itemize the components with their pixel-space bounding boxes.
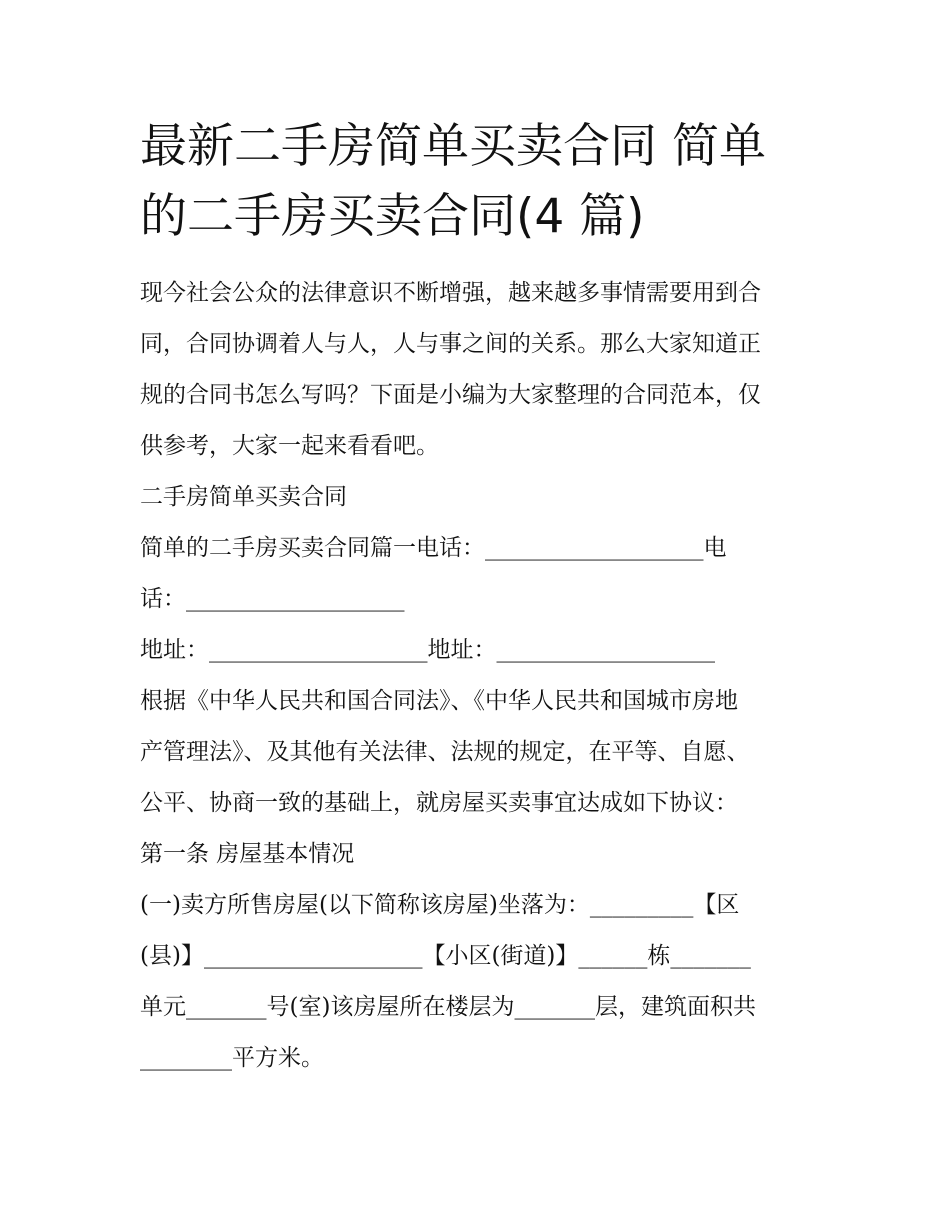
basis-line-2: 产管理法》、及其他有关法律、法规的规定，在平等、自愿、 (140, 739, 750, 765)
basis-line-1: 根据《中华人民共和国合同法》、《中华人民共和国城市房地 (140, 688, 738, 714)
phone-line-2: 话：___________________ (140, 586, 405, 612)
document-body (140, 268, 820, 1084)
document-title (140, 112, 820, 252)
article-1-line-1: (一)卖方所售房屋(以下简称该房屋)坐落为：_________【区 (140, 892, 740, 918)
title-line-2: 的二手房买卖合同(4 篇) (140, 189, 645, 244)
basis-line-3: 公平、协商一致的基础上，就房屋买卖事宜达成如下协议： (140, 790, 738, 816)
article-1-line-4: ________平方米。 (140, 1045, 324, 1071)
intro-line-1: 现今社会公众的法律意识不断增强，越来越多事情需要用到合 (140, 280, 761, 306)
section-heading: 二手房简单买卖合同 (140, 484, 347, 510)
title-line-1: 最新二手房简单买卖合同 简单 (140, 119, 766, 174)
article-1-heading: 第一条 房屋基本情况 (140, 841, 355, 867)
article-1-line-3: 单元_______号(室)该房屋所在楼层为_______层，建筑面积共 (140, 994, 756, 1020)
address-line: 地址：___________________地址：___________________ (140, 637, 715, 663)
phone-line-1: 简单的二手房买卖合同篇一电话：___________________电 (140, 535, 727, 561)
document-page (140, 112, 820, 1084)
intro-line-3: 规的合同书怎么写吗？下面是小编为大家整理的合同范本，仅 (140, 382, 761, 408)
intro-line-2: 同，合同协调着人与人，人与事之间的关系。那么大家知道正 (140, 331, 761, 357)
article-1-line-2: (县)】___________________【小区(街道)】______栋_______ (140, 943, 751, 969)
intro-line-4: 供参考，大家一起来看看吧。 (140, 433, 439, 459)
